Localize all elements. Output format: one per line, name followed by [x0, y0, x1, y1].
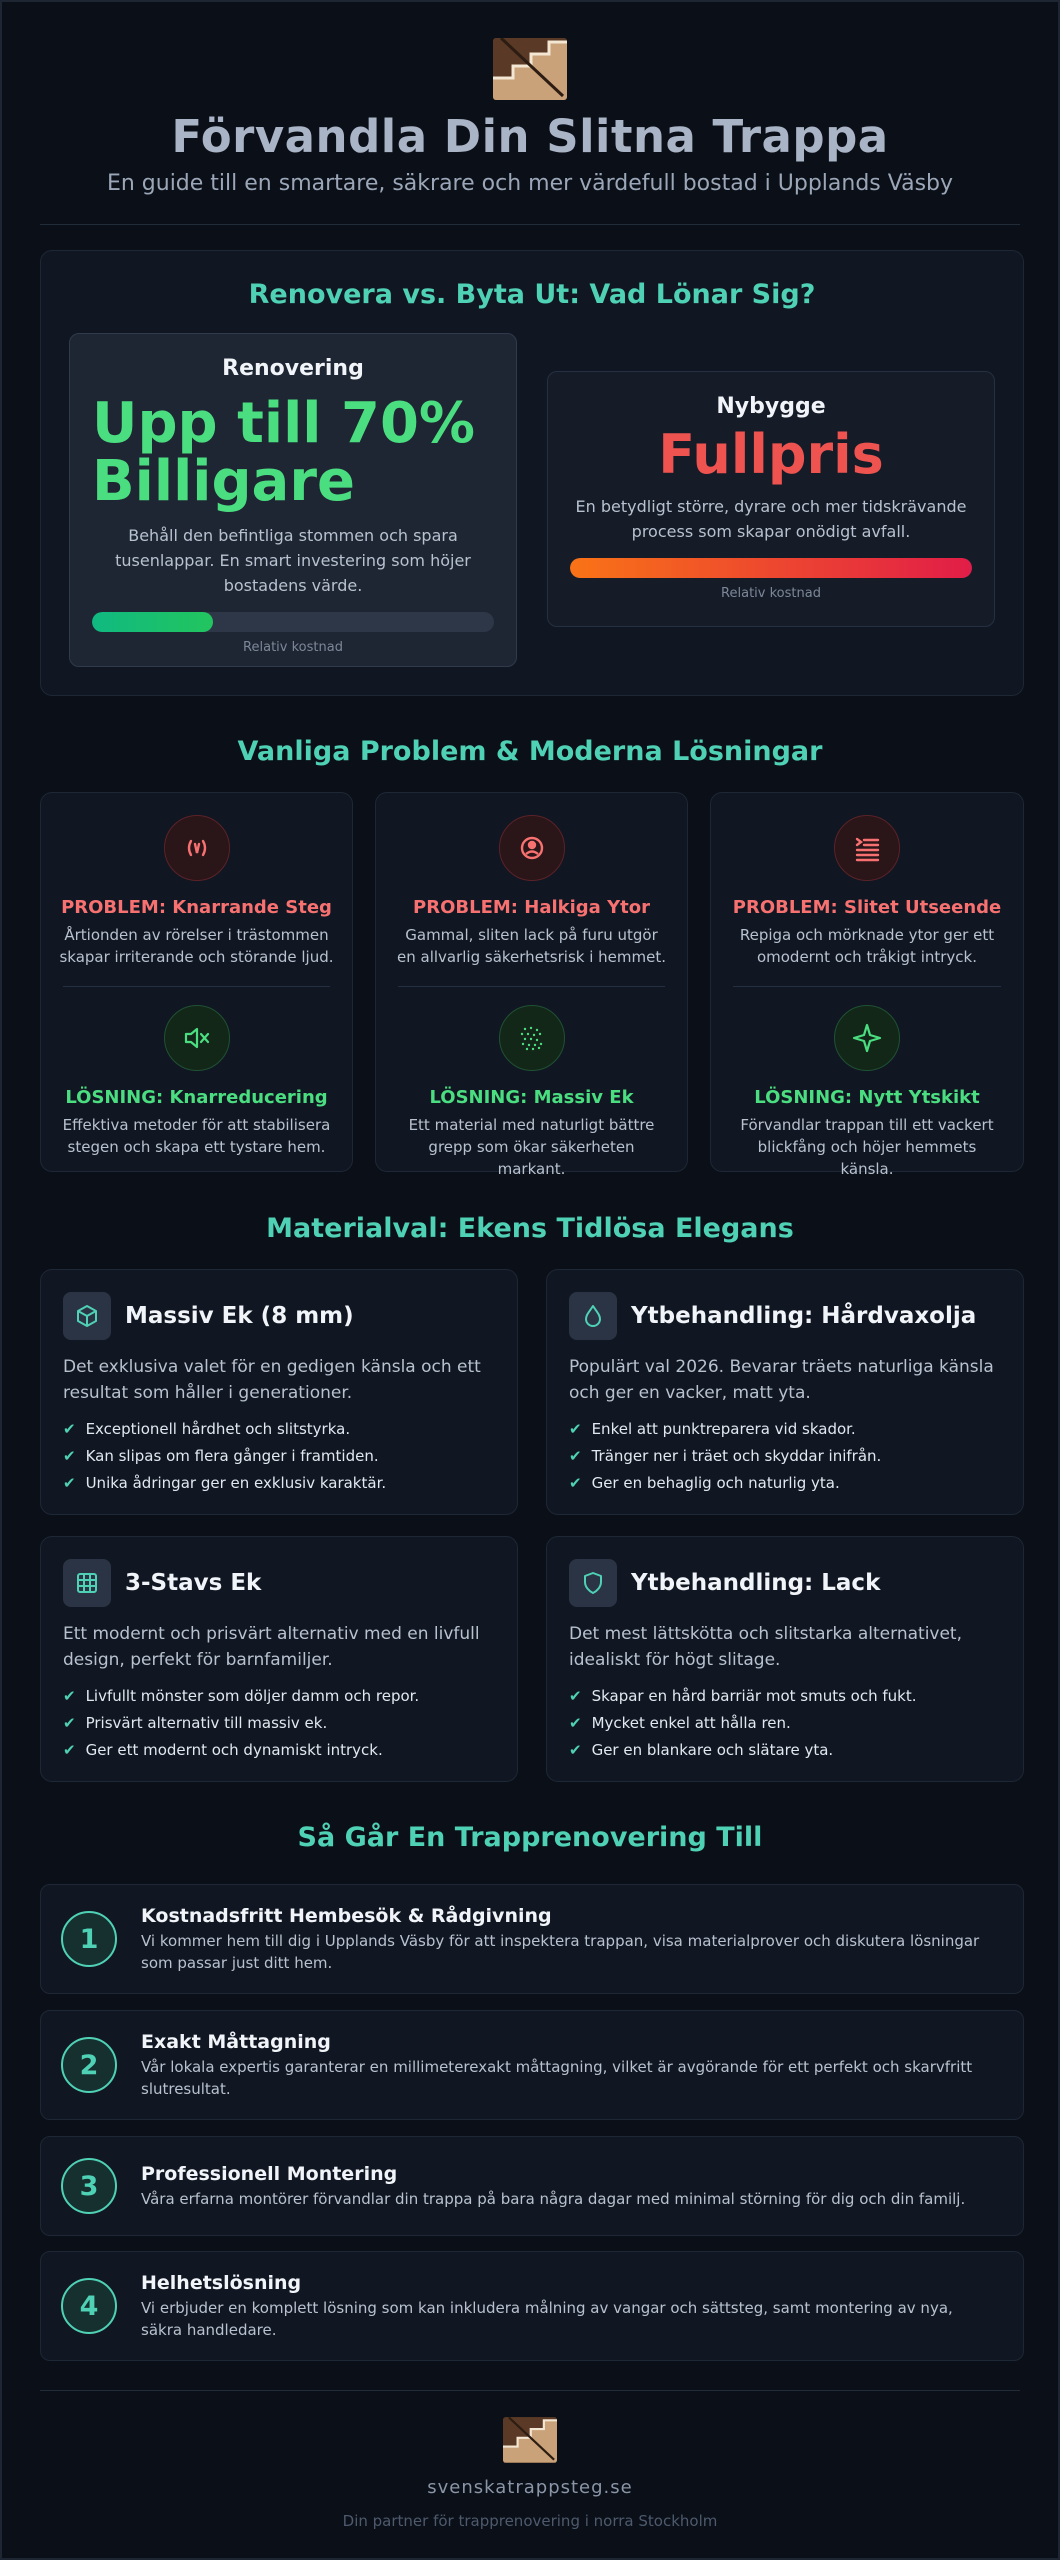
material-card: [40, 1536, 518, 1782]
step-number: 1: [61, 1911, 117, 1967]
creaking-sound-icon: [164, 815, 230, 881]
hero: [2, 2, 1058, 196]
step-title: Professionell Montering: [141, 2162, 398, 2185]
divider: [733, 986, 1001, 987]
list-item: ✔ Mycket enkel att hålla ren.: [569, 1714, 791, 1732]
material-points: [63, 1687, 495, 1759]
problem-text: Repiga och mörknade ytor ger ett omodernt och tråkigt intryck.: [739, 926, 995, 966]
problems-title: Vanliga Problem & Moderna Lösningar: [237, 736, 823, 767]
list-item: ✔ Tränger ner i träet och skyddar inifrån.: [569, 1447, 882, 1465]
renovation-label: Renovering: [222, 356, 364, 381]
grid-icon: [63, 1559, 111, 1607]
cost-bar-fill: [92, 612, 213, 632]
material-desc: Det mest lättskötta och slitstarka alternativet, idealiskt för högt slitage.: [569, 1624, 963, 1670]
stair-logo: [503, 2417, 557, 2463]
material-desc: Ett modernt och prisvärt alternativ med en livfull design, perfekt för barnfamiljer.: [63, 1624, 480, 1670]
list-item: ✔ Livfullt mönster som döljer damm och repor.: [63, 1687, 420, 1705]
list-item: ✔ Ger en behaglig och naturlig yta.: [569, 1474, 840, 1492]
list-item: ✔ Ger ett modernt och dynamiskt intryck.: [63, 1741, 383, 1759]
step-number: 2: [61, 2037, 117, 2093]
check-icon: ✔: [63, 1687, 76, 1705]
material-points: [569, 1420, 1001, 1492]
step-number: 4: [61, 2278, 117, 2334]
new-build-cost-bar: [570, 558, 972, 601]
cube-icon: [63, 1292, 111, 1340]
list-item: ✔ Unika ådringar ger en exklusiv karaktär.: [63, 1474, 387, 1492]
renovation-text: Behåll den befintliga stommen och spara tusenlappar. En smart investering som höjer bostadens värde.: [115, 526, 471, 595]
droplet-icon: [569, 1292, 617, 1340]
renovation-headline: [92, 391, 516, 514]
process-step: [40, 2136, 1024, 2236]
renovation-headline-line1: Upp till 70%: [92, 391, 476, 456]
check-icon: ✔: [569, 1420, 582, 1438]
page-title: Förvandla Din Slitna Trappa: [171, 110, 889, 163]
list-item: ✔ Exceptionell hårdhet och slitstyrka.: [63, 1420, 351, 1438]
divider: [40, 224, 1020, 225]
comparison-title: Renovera vs. Byta Ut: Vad Lönar Sig?: [248, 279, 816, 310]
problem-text: Årtionden av rörelser i trästommen skapar irriterande och störande ljud.: [59, 926, 334, 966]
material-title: Massiv Ek (8 mm): [125, 1303, 354, 1329]
material-desc: Det exklusiva valet för en gedigen känsla och ett resultat som håller i generationer.: [63, 1357, 481, 1403]
sparkle-icon: [834, 1005, 900, 1071]
step-text: Vår lokala expertis garanterar en millimeterexakt måttagning, vilket är avgörande för ett perfekt och skarvfritt slutresultat.: [141, 2057, 973, 2098]
problem-card: [710, 792, 1024, 1178]
material-title: Ytbehandling: Lack: [631, 1570, 881, 1596]
step-text: Vi erbjuder en komplett lösning som kan inkludera målning av vangar och sättsteg, samt montering av nya, säkra handledare.: [141, 2298, 953, 2339]
problem-card: [40, 792, 353, 1172]
check-icon: ✔: [569, 1474, 582, 1492]
problem-title: PROBLEM: Knarrande Steg: [61, 897, 332, 918]
slip-warning-icon: [499, 815, 565, 881]
renovation-cost-bar: [92, 612, 494, 655]
problem-card: [375, 792, 688, 1178]
process-title: Så Går En Trapprenovering Till: [297, 1822, 763, 1853]
check-icon: ✔: [569, 1714, 582, 1732]
new-build-label: Nybygge: [716, 394, 826, 419]
check-icon: ✔: [63, 1474, 76, 1492]
muted-speaker-icon: [164, 1005, 230, 1071]
step-number: 3: [61, 2158, 117, 2214]
problem-title: PROBLEM: Halkiga Ytor: [413, 897, 650, 918]
step-title: Exakt Måttagning: [141, 2030, 331, 2053]
divider: [40, 2390, 1020, 2391]
cost-bar-label: Relativ kostnad: [243, 640, 343, 655]
solution-text: Förvandlar trappan till ett vackert blickfång och höjer hemmets känsla.: [740, 1116, 994, 1178]
material-points: [63, 1420, 495, 1492]
list-item: ✔ Prisvärt alternativ till massiv ek.: [63, 1714, 328, 1732]
shield-icon: [569, 1559, 617, 1607]
problem-title: PROBLEM: Slitet Utseende: [732, 897, 1002, 918]
check-icon: ✔: [569, 1687, 582, 1705]
page-subtitle: En guide till en smartare, säkrare och mer värdefull bostad i Upplands Väsby: [106, 171, 954, 196]
solution-title: LÖSNING: Knarreducering: [65, 1087, 328, 1108]
cost-bar-fill: [570, 558, 972, 578]
process-step: [40, 2010, 1024, 2120]
list-item: ✔ Enkel att punktreparera vid skador.: [569, 1420, 856, 1438]
worn-surface-icon: [834, 815, 900, 881]
material-points: [569, 1687, 1001, 1759]
renovation-card: [69, 333, 517, 667]
list-item: ✔ Ger en blankare och slätare yta.: [569, 1741, 834, 1759]
comparison-panel: [40, 250, 1024, 696]
cost-bar-label: Relativ kostnad: [721, 586, 821, 601]
solution-text: Ett material med naturligt bättre grepp som ökar säkerheten markant.: [408, 1116, 655, 1178]
materials-title: Materialval: Ekens Tidlösa Elegans: [266, 1213, 794, 1244]
check-icon: ✔: [569, 1447, 582, 1465]
solution-text: Effektiva metoder för att stabilisera stegen och skapa ett tystare hem.: [62, 1116, 331, 1156]
grip-dots-icon: [499, 1005, 565, 1071]
check-icon: ✔: [63, 1741, 76, 1759]
step-text: Vi kommer hem till dig i Upplands Väsby för att inspektera trappan, visa materialprover och diskutera lösningar som passar just ditt hem.: [141, 1931, 980, 1972]
material-card: [546, 1536, 1024, 1782]
divider: [63, 986, 330, 987]
material-title: 3-Stavs Ek: [125, 1570, 262, 1596]
divider: [398, 986, 665, 987]
step-title: Kostnadsfritt Hembesök & Rådgivning: [141, 1904, 552, 1927]
check-icon: ✔: [63, 1714, 76, 1732]
footer-tagline: Din partner för trapprenovering i norra Stockholm: [342, 2512, 718, 2530]
stair-logo: [493, 38, 567, 100]
check-icon: ✔: [63, 1420, 76, 1438]
cost-bar-track: [92, 612, 494, 632]
material-card: [40, 1269, 518, 1515]
solution-title: LÖSNING: Massiv Ek: [429, 1087, 634, 1108]
footer-link[interactable]: svenskatrappsteg.se: [427, 2477, 633, 2498]
material-desc: Populärt val 2026. Bevarar träets naturliga känsla och ger en vacker, matt yta.: [569, 1357, 994, 1403]
material-card: [546, 1269, 1024, 1515]
material-title: Ytbehandling: Hårdvaxolja: [631, 1303, 977, 1329]
step-text: Våra erfarna montörer förvandlar din trappa på bara några dagar med minimal störning för dig och din familj.: [141, 2189, 966, 2208]
footer: [2, 2417, 1058, 2530]
process-step: [40, 2251, 1024, 2361]
solution-title: LÖSNING: Nytt Ytskikt: [754, 1087, 980, 1108]
new-build-card: [547, 371, 995, 627]
process-step: [40, 1884, 1024, 1994]
renovation-headline-line2: Billigare: [92, 449, 355, 514]
cost-bar-track: [570, 558, 972, 578]
new-build-headline: Fullpris: [658, 423, 884, 486]
check-icon: ✔: [569, 1741, 582, 1759]
new-build-text: En betydligt större, dyrare och mer tidskrävande process som skapar onödigt avfall.: [575, 497, 967, 541]
step-title: Helhetslösning: [141, 2271, 302, 2294]
list-item: ✔ Kan slipas om flera gånger i framtiden.: [63, 1447, 379, 1465]
list-item: ✔ Skapar en hård barriär mot smuts och fukt.: [569, 1687, 917, 1705]
check-icon: ✔: [63, 1447, 76, 1465]
problem-text: Gammal, sliten lack på furu utgör en allvarlig säkerhetsrisk i hemmet.: [397, 926, 666, 966]
